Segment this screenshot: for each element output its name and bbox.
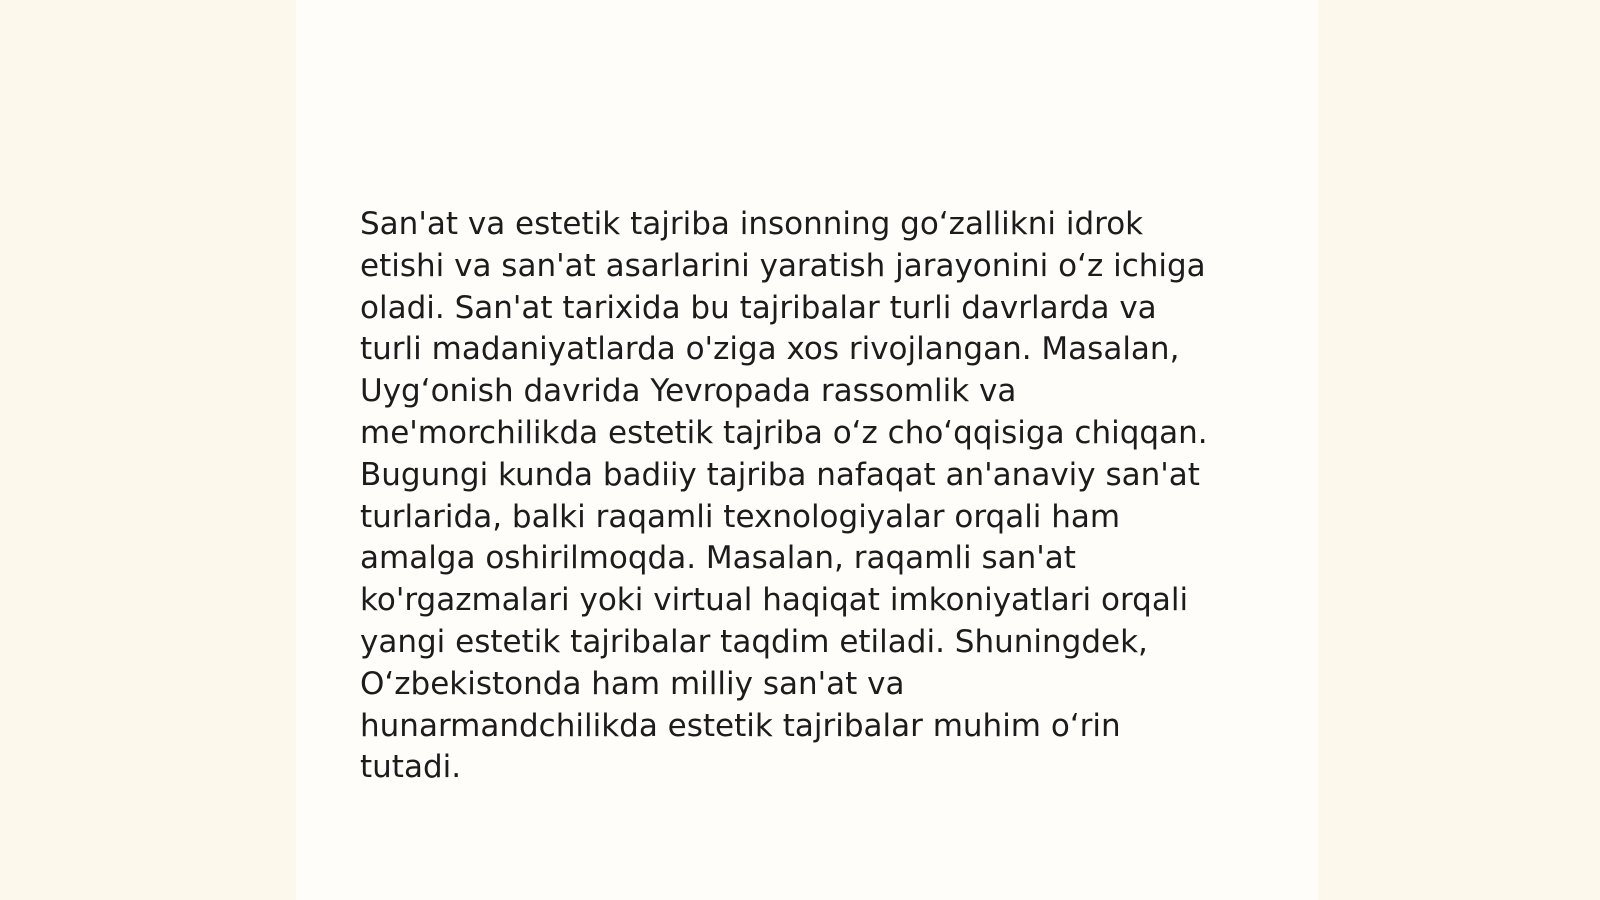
- paragraph-line: Uyg‘onish davrida Yevropada rassomlik va: [360, 373, 1017, 410]
- paragraph-line: turlarida, balki raqamli texnologiyalar orqali ham: [360, 498, 1121, 535]
- paragraph-line: etishi va san'at asarlarini yaratish jarayonini o‘z ichiga: [360, 247, 1206, 284]
- paragraph-line: turli madaniyatlarda o'ziga xos rivojlangan. Masalan,: [360, 331, 1180, 368]
- paragraph-line: O‘zbekistonda ham milliy san'at va: [360, 665, 905, 702]
- paragraph-line: amalga oshirilmoqda. Masalan, raqamli san'at: [360, 540, 1076, 577]
- paragraph-line: ko'rgazmalari yoki virtual haqiqat imkoniyatlari orqali: [360, 582, 1189, 619]
- document-page: [296, 0, 1318, 900]
- paragraph-line: tutadi.: [360, 749, 462, 786]
- body-paragraph: [360, 204, 1260, 789]
- paragraph-line: hunarmandchilikda estetik tajribalar muhim o‘rin: [360, 707, 1121, 744]
- paragraph-line: oladi. San'at tarixida bu tajribalar turli davrlarda va: [360, 289, 1157, 326]
- paragraph-line: San'at va estetik tajriba insonning go‘zallikni idrok: [360, 206, 1144, 242]
- paragraph-line: Bugungi kunda badiiy tajriba nafaqat an'anaviy san'at: [360, 456, 1200, 493]
- paragraph-line: yangi estetik tajribalar taqdim etiladi. Shuningdek,: [360, 623, 1148, 660]
- paragraph-line: me'morchilikda estetik tajriba o‘z cho‘qqisiga chiqqan.: [360, 414, 1208, 451]
